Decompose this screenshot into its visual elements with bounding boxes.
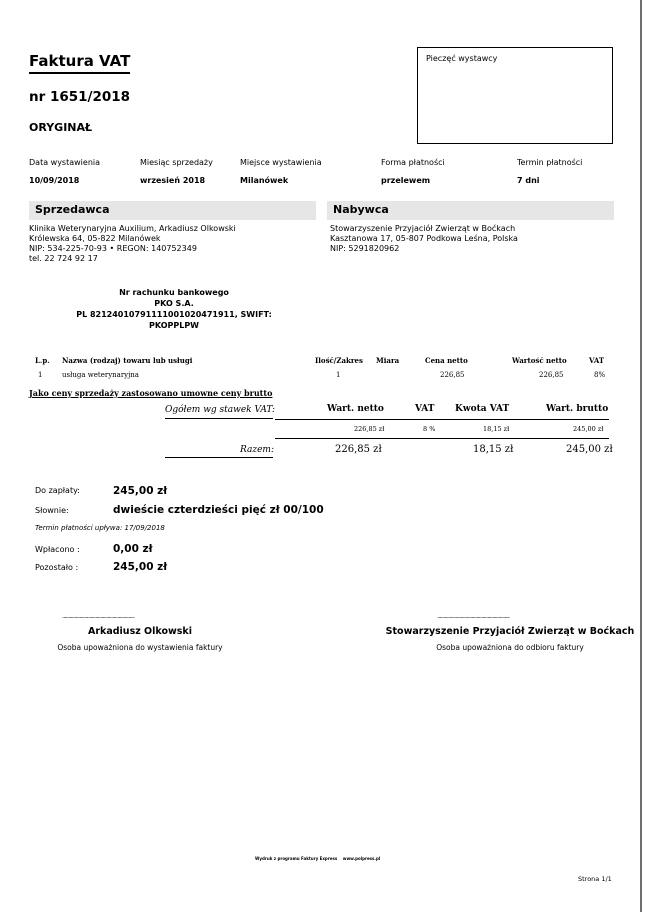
invoice-copy-type: ORYGINAŁ [29,121,93,134]
issuer-signature-name: Arkadiusz Olkowski [87,626,192,637]
vat-total-net: 226,85 zł [335,444,382,455]
buyer-line: Kasztanowa 17, 05-807 Podkowa Leśna, Polska [330,234,518,243]
buyer-line: Stowarzyszenie Przyjaciół Zwierząt w Boćkach [330,224,516,233]
payment-term-label: Termin płatności [517,158,583,167]
buyer-details [330,224,518,254]
issue-place-label: Miejsce wystawienia [240,158,322,167]
seller-line: tel. 22 724 92 17 [29,254,98,263]
issuer-signature-role: Osoba upoważniona do wystawienia faktury [57,643,223,652]
amount-due-value: 245,00 zł [113,485,168,497]
vat-row-amount: 18,15 zł [483,425,510,433]
paid-value: 0,00 zł [113,543,153,555]
remaining-label: Pozostało : [35,563,79,572]
gross-price-note: Jako ceny sprzedaży zastosowano umowne ceny brutto [29,388,273,398]
vat-header-underline [275,419,609,420]
item-lp: 1 [38,371,43,379]
page-number: Strona 1/1 [578,875,612,883]
payment-deadline-note: Termin płatności upływa: 17/09/2018 [35,524,165,532]
stamp-label: Pieczęć wystawcy [426,54,498,63]
vat-col-rate: VAT [415,404,435,414]
col-header-qty: Ilość/Zakres [315,356,363,365]
vat-row-net: 226,85 zł [354,425,385,433]
seller-line: Królewska 64, 05-822 Milanówek [29,234,161,243]
amount-words-label: Słownie: [35,506,69,515]
col-header-name: Nazwa (rodzaj) towaru lub usługi [62,356,193,365]
bank-swift: PKOPPLPW [148,321,199,330]
bank-account-label: Nr rachunku bankowego [119,288,229,297]
buyer-header [327,201,614,220]
buyer-line: NIP: 5291820962 [330,244,400,253]
item-vat: 8% [594,371,606,379]
vat-total-amount: 18,15 zł [473,444,514,455]
seller-line: Klinika Weterynaryjna Auxilium, Arkadiusz Olkowski [29,224,236,233]
vat-summary-label-underline [165,418,273,419]
issue-place-value: Milanówek [240,176,289,185]
seller-line: NIP: 534-225-70-93 • REGON: 140752349 [29,244,197,253]
payment-form-label: Forma płatności [381,158,445,167]
col-header-lp: L.p. [35,356,50,365]
issue-date-label: Data wystawienia [29,158,101,167]
invoice-title: Faktura VAT [29,52,130,74]
buyer-header-label: Nabywca [333,203,389,216]
amount-words-value: dwieście czterdzieści pięć zł 00/100 [113,504,324,516]
paid-label: Wpłacono : [35,545,80,554]
item-name: usługa weterynaryjna [62,371,139,379]
vat-row-gross: 245,00 zł [573,425,604,433]
receiver-signature-role: Osoba upoważniona do odbioru faktury [436,643,584,652]
vat-col-gross: Wart. brutto [546,404,609,414]
col-header-unit: Miara [376,356,400,365]
seller-header [29,201,316,220]
col-header-vat: VAT [589,356,605,365]
sale-month-label: Miesiąc sprzedaży [140,158,213,167]
seller-header-label: Sprzedawca [35,203,110,216]
vat-total-gross: 245,00 zł [566,444,613,455]
receiver-signature-name: Stowarzyszenie Przyjaciół Zwierząt w Boćkach [385,626,635,637]
vat-col-amount: Kwota VAT [455,404,510,414]
issuer-signature-line: ........................................................... [62,612,135,620]
sale-month-value: wrzesień 2018 [140,176,206,185]
vat-rows-underline [275,438,609,439]
vat-col-net: Wart. netto [327,404,384,414]
payment-term-value: 7 dni [517,176,540,185]
vat-total-label-underline [165,457,273,458]
invoice-number: nr 1651/2018 [29,89,131,105]
amount-due-label: Do zapłaty: [35,486,80,495]
issue-date-value: 10/09/2018 [29,176,80,185]
item-net: 226,85 [539,371,564,379]
print-footer-note: Wydruk z programu Faktury Express www.polpress.pl [255,856,381,861]
vat-summary-label: Ogółem wg stawek VAT: [165,405,276,415]
item-qty: 1 [336,371,341,379]
page-edge-line [640,0,642,912]
seller-details [29,224,236,264]
bank-name: PKO S.A. [154,299,194,308]
item-price: 226,85 [440,371,465,379]
vat-row-rate: 8 % [423,425,436,433]
payment-form-value: przelewem [381,176,431,185]
vat-total-label: Razem: [240,445,274,455]
bank-account-block [29,287,319,331]
receiver-signature-line: ........................................................... [437,612,510,620]
col-header-price: Cena netto [425,356,468,365]
bank-account-number: PL 82124010791111001020471911, SWIFT: [76,310,272,319]
remaining-value: 245,00 zł [113,561,168,573]
col-header-net: Wartość netto [512,356,567,365]
issuer-stamp-box [417,47,613,144]
